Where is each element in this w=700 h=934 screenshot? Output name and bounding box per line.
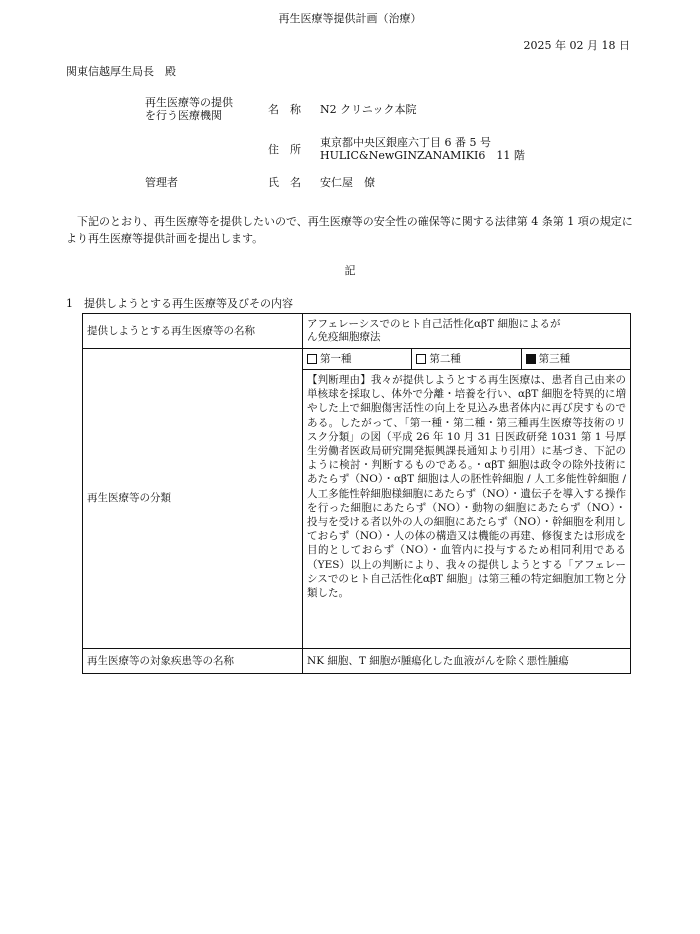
category-type1	[303, 349, 411, 369]
target-disease-label: 再生医療等の対象疾患等の名称	[83, 649, 303, 674]
institution-name: N2 クリニック本院	[320, 103, 417, 116]
category-type2-label: 第二種	[429, 352, 461, 365]
target-disease-value: NK 細胞、T 細胞が腫瘍化した血液がんを除く悪性腫瘍	[303, 649, 631, 674]
category-type3-label: 第三種	[538, 352, 571, 365]
classification-cell	[303, 349, 631, 649]
category-options	[303, 349, 630, 369]
treatment-name-line1: アフェレーシスでのヒト自己活性化αβT 細胞によるが	[307, 318, 561, 330]
checkbox-type1	[307, 354, 317, 364]
treatment-name-line2: ん免疫細胞療法	[307, 331, 381, 343]
name-label: 名 称	[268, 103, 301, 116]
treatment-name-value	[303, 314, 631, 349]
document-title: 再生医療等提供計画（治療）	[278, 12, 422, 25]
classification-label: 再生医療等の分類	[83, 349, 303, 649]
category-type3	[521, 349, 630, 369]
address-line2: HULIC&NewGINZANAMIKI6 11 階	[320, 149, 525, 162]
submission-date: 2025 年 02 月 18 日	[523, 39, 630, 52]
category-type2	[411, 349, 520, 369]
person-name-label: 氏 名	[268, 176, 301, 189]
address-line1: 東京都中央区銀座六丁目 6 番 5 号	[320, 136, 491, 149]
address-label: 住 所	[268, 143, 301, 156]
section-1-heading: 1 提供しようとする再生医療等及びその内容	[66, 297, 293, 310]
checkbox-type2	[416, 354, 426, 364]
manager-name: 安仁屋 僚	[320, 176, 375, 189]
addressee: 関東信越厚生局長 殿	[66, 65, 176, 78]
row-classification	[83, 349, 631, 649]
ki-heading: 記	[344, 264, 356, 277]
row-target-disease	[83, 649, 631, 674]
intro-paragraph: 下記のとおり、再生医療等を提供したいので、再生医療等の安全性の確保等に関する法律第 4 条第 1 項の規定により再生医療等提供計画を提出します。	[66, 215, 633, 245]
manager-label: 管理者	[145, 176, 178, 189]
treatment-name-label: 提供しようとする再生医療等の名称	[83, 314, 303, 349]
institution-address	[320, 136, 525, 162]
plan-table	[82, 313, 631, 674]
provider-label-line1: 再生医療等の提供	[145, 96, 233, 109]
provider-label-line2: を行う医療機関	[145, 109, 222, 122]
classification-reason: 【判断理由】我々が提供しようとする再生医療は、患者自己由来の単核球を採取し、体外で分離・培養を行い、αβT 細胞を特異的に増やした上で細胞傷害活性の向上を見込み患者体内に再び戻すものである。したがって、「第一種・第二種・第三種再生医療等技術のリスク分類」の図（平成 26 年 10 月 31 日医政研発 1031 第 1 号厚生労働者医政局研究開発振興課長通知より引用）に基づき、下記のように検討・判断するものである。・αβT 細胞は政令の除外技術にあたらず（NO）・αβT 細胞は人の胚性幹細胞 / 人工多能性幹細胞 / 人工多能性幹細胞様細胞にあたらず（NO）・遺伝子を導入する操作を行った細胞にあたらず（NO）・動物の細胞にあたらず（NO）・投与を受ける者以外の人の細胞にあたらず（NO）・幹細胞を利用しておらず（NO）・人の体の構造又は機能の再建、修復または形成を目的としておらず（NO）・血管内に投与するため相同利用である（YES）以上の判断により、我々の提供しようとする「アフェレーシスでのヒト自己活性化αβT 細胞」は第三種の特定細胞加工物と分類した。	[303, 369, 630, 648]
provider-label	[145, 96, 233, 122]
row-treatment-name	[83, 314, 631, 349]
category-type1-label: 第一種	[320, 352, 352, 365]
checkbox-type3	[526, 354, 536, 364]
